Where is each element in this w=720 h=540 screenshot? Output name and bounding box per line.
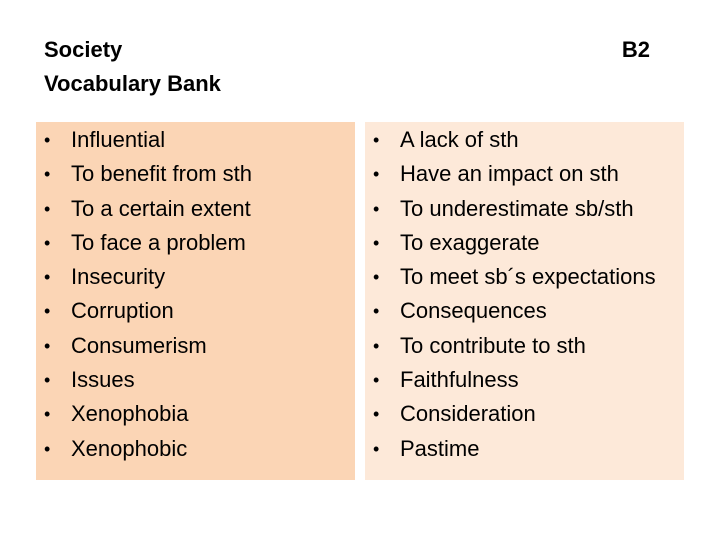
vocab-term: To a certain extent (71, 195, 251, 221)
vocab-term: To underestimate sb/sth (400, 195, 634, 221)
list-item (36, 260, 355, 294)
list-item (365, 363, 684, 397)
vocab-term: Corruption (71, 298, 174, 324)
bullet-icon: • (44, 404, 51, 425)
list-item (36, 397, 355, 431)
vocab-term: A lack of sth (400, 127, 519, 152)
bullet-icon: • (373, 438, 380, 459)
vocab-term: Consideration (400, 401, 536, 427)
vocab-term: Consumerism (71, 332, 207, 358)
list-item (365, 123, 684, 157)
list-item (365, 294, 684, 328)
vocab-term: To face a problem (71, 229, 246, 255)
list-item (36, 192, 355, 226)
list-item (365, 157, 684, 191)
slide-title (44, 33, 221, 101)
list-item (365, 432, 684, 466)
list-item (36, 157, 355, 191)
list-item (365, 192, 684, 226)
vocab-term: To meet sb´s expectations (400, 264, 656, 290)
bullet-icon: • (373, 404, 380, 425)
list-item (36, 432, 355, 466)
vocab-term: Pastime (400, 435, 480, 461)
bullet-icon: • (373, 130, 380, 150)
bullet-icon: • (373, 370, 380, 391)
vocab-term: Issues (71, 367, 135, 393)
right-vocabulary-list (365, 122, 684, 466)
list-item (36, 363, 355, 397)
vocab-term: Xenophobia (71, 401, 189, 427)
bullet-icon: • (44, 301, 51, 322)
title-line-vocabulary-bank: Vocabulary Bank (44, 71, 221, 96)
bullet-icon: • (44, 232, 51, 253)
bullet-icon: • (373, 232, 380, 253)
vocab-term: Influential (71, 127, 166, 152)
list-item (365, 397, 684, 431)
title-line-society: Society (44, 37, 123, 62)
vocab-term: Insecurity (71, 264, 166, 290)
vocab-term: Have an impact on sth (400, 161, 619, 187)
right-vocabulary-panel (365, 122, 684, 480)
list-item (36, 123, 355, 157)
vocab-term: Xenophobic (71, 435, 188, 461)
list-item (365, 226, 684, 260)
bullet-icon: • (44, 370, 51, 391)
list-item (36, 226, 355, 260)
level-label: B2 (621, 37, 650, 62)
vocab-term: Consequences (400, 298, 547, 324)
bullet-icon: • (44, 130, 51, 150)
bullet-icon: • (373, 335, 380, 356)
bullet-icon: • (44, 164, 51, 185)
bullet-icon: • (373, 198, 380, 219)
list-item (365, 329, 684, 363)
vocab-term: To benefit from sth (71, 161, 252, 187)
bullet-icon: • (44, 198, 51, 219)
vocab-term: To exaggerate (400, 229, 540, 255)
vocab-term: Faithfulness (400, 367, 519, 393)
left-vocabulary-list (36, 122, 355, 466)
left-vocabulary-panel (36, 122, 355, 480)
bullet-icon: • (44, 438, 51, 459)
bullet-icon: • (373, 301, 380, 322)
bullet-icon: • (373, 164, 380, 185)
vocab-term: To contribute to sth (400, 332, 586, 358)
bullet-icon: • (44, 335, 51, 356)
list-item (365, 260, 684, 294)
bullet-icon: • (44, 267, 51, 288)
bullet-icon: • (373, 267, 380, 288)
list-item (36, 329, 355, 363)
list-item (36, 294, 355, 328)
